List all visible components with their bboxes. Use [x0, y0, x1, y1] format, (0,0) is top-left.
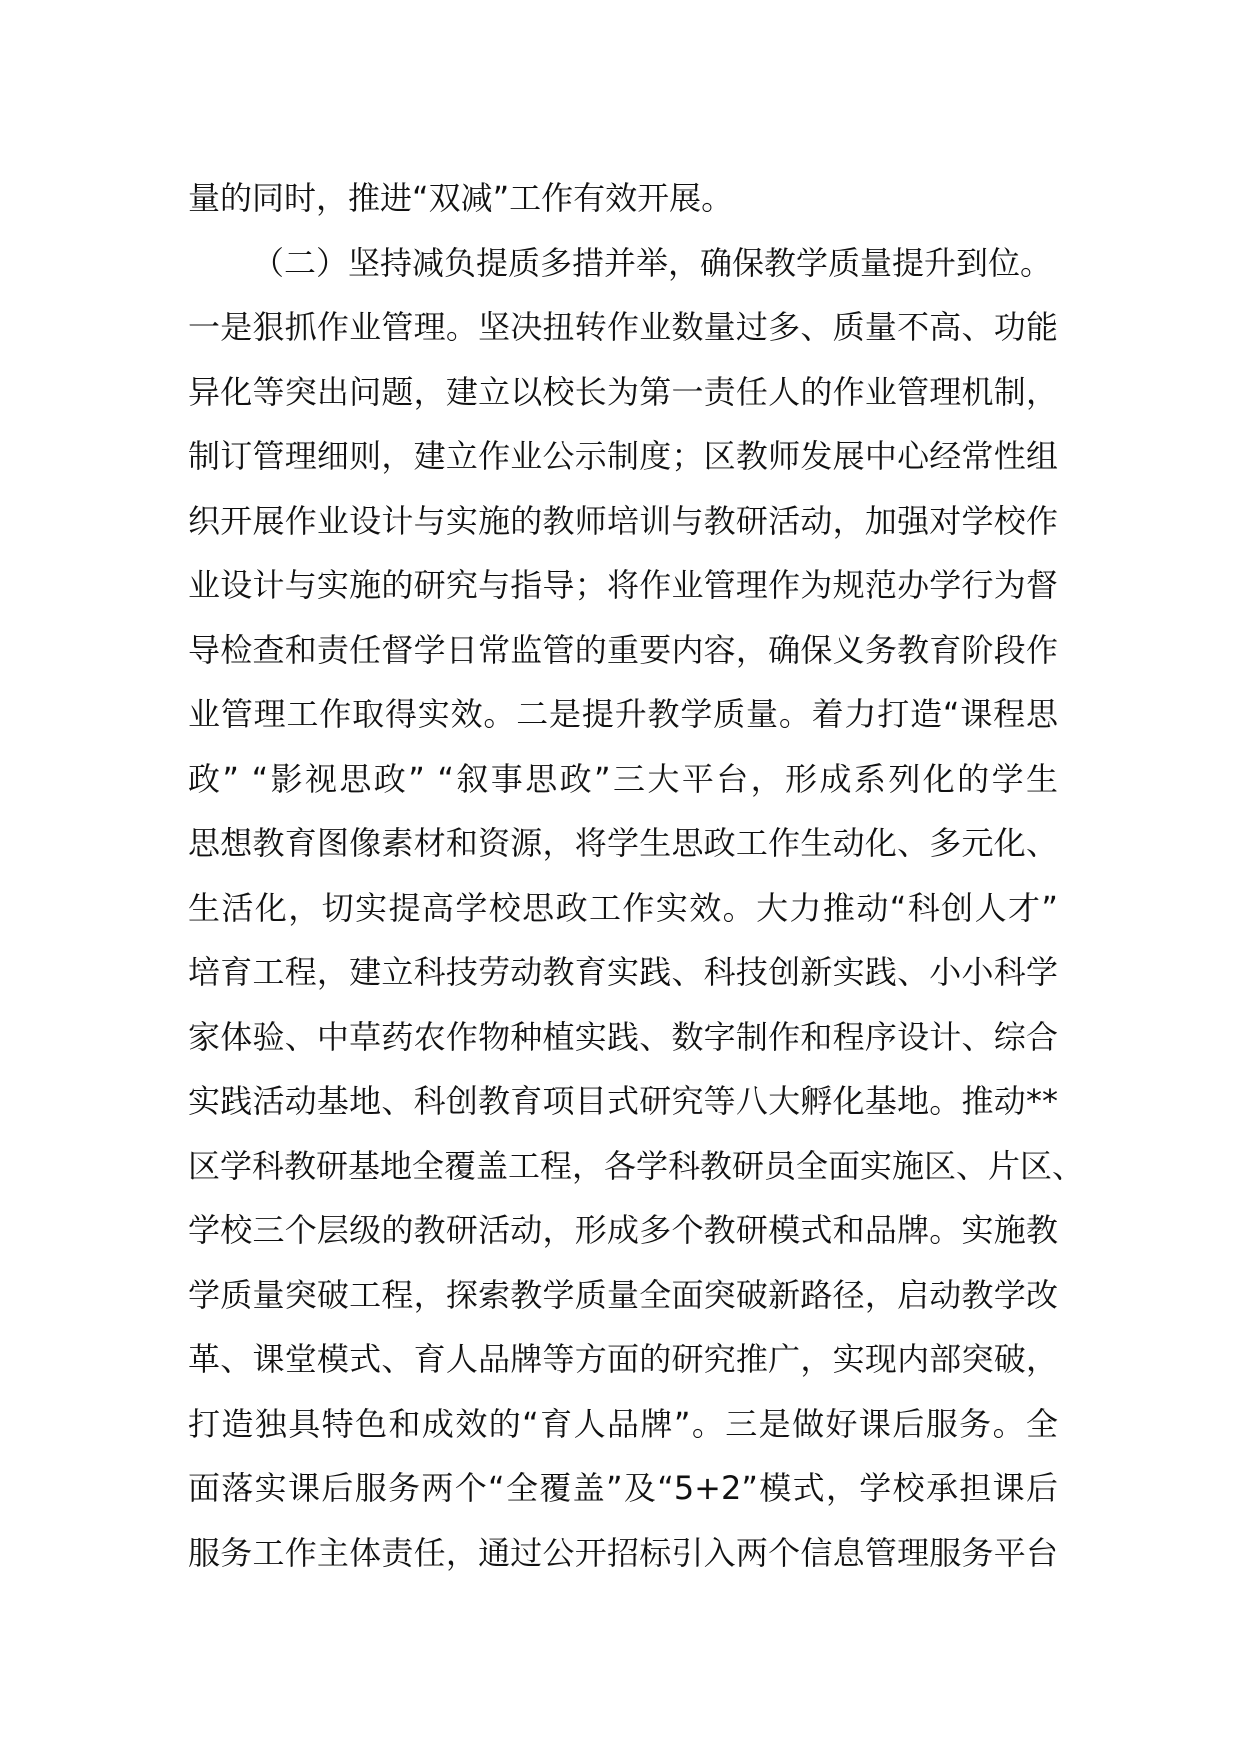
text-line: 区学科教研基地全覆盖工程，各学科教研员全面实施区、片区、: [188, 1146, 1085, 1185]
text-line: 实践活动基地、科创教育项目式研究等八大孵化基地。推动**: [188, 1082, 1058, 1120]
text-line: 导检查和责任督学日常监管的重要内容，确保义务教育阶段作: [188, 630, 1058, 669]
text-line: 业管理工作取得实效。二是提升教学质量。着力打造“课程思: [188, 695, 1058, 733]
text-line: 学质量突破工程，探索教学质量全面突破新路径，启动教学改: [188, 1275, 1058, 1314]
body-text: [188, 166, 1085, 1585]
text-line: 思想教育图像素材和资源，将学生思政工作生动化、多元化、: [188, 824, 1058, 862]
text-line: 政” “影视思政” “叙事思政”三大平台，形成系列化的学生: [188, 759, 1058, 798]
text-line: 面落实课后服务两个“全覆盖”及“5+2”模式，学校承担课后: [188, 1469, 1058, 1507]
text-line: 服务工作主体责任，通过公开招标引入两个信息管理服务平台: [188, 1533, 1058, 1572]
text-line: 革、课堂模式、育人品牌等方面的研究推广，实现内部突破，: [188, 1340, 1058, 1378]
text-line: 一是狠抓作业管理。坚决扭转作业数量过多、质量不高、功能: [188, 308, 1058, 346]
section-heading-line: （二）坚持减负提质多措并举，确保教学质量提升到位。: [252, 243, 1053, 282]
text-line: 打造独具特色和成效的“育人品牌”。三是做好课后服务。全: [188, 1404, 1058, 1443]
text-line: 量的同时，推进“双减”工作有效开展。: [188, 179, 734, 217]
text-line: 培育工程，建立科技劳动教育实践、科技创新实践、小小科学: [188, 953, 1058, 991]
text-line: 生活化，切实提高学校思政工作实效。大力推动“科创人才”: [188, 888, 1058, 927]
text-line: 异化等突出问题，建立以校长为第一责任人的作业管理机制，: [188, 372, 1058, 411]
text-line: 学校三个层级的教研活动，形成多个教研模式和品牌。实施教: [188, 1211, 1058, 1249]
text-line: 业设计与实施的研究与指导；将作业管理作为规范办学行为督: [188, 566, 1058, 604]
text-line: 织开展作业设计与实施的教师培训与教研活动，加强对学校作: [188, 501, 1058, 540]
text-line: 家体验、中草药农作物种植实践、数字制作和程序设计、综合: [188, 1017, 1058, 1056]
text-line: 制订管理细则，建立作业公示制度；区教师发展中心经常性组: [188, 437, 1058, 475]
